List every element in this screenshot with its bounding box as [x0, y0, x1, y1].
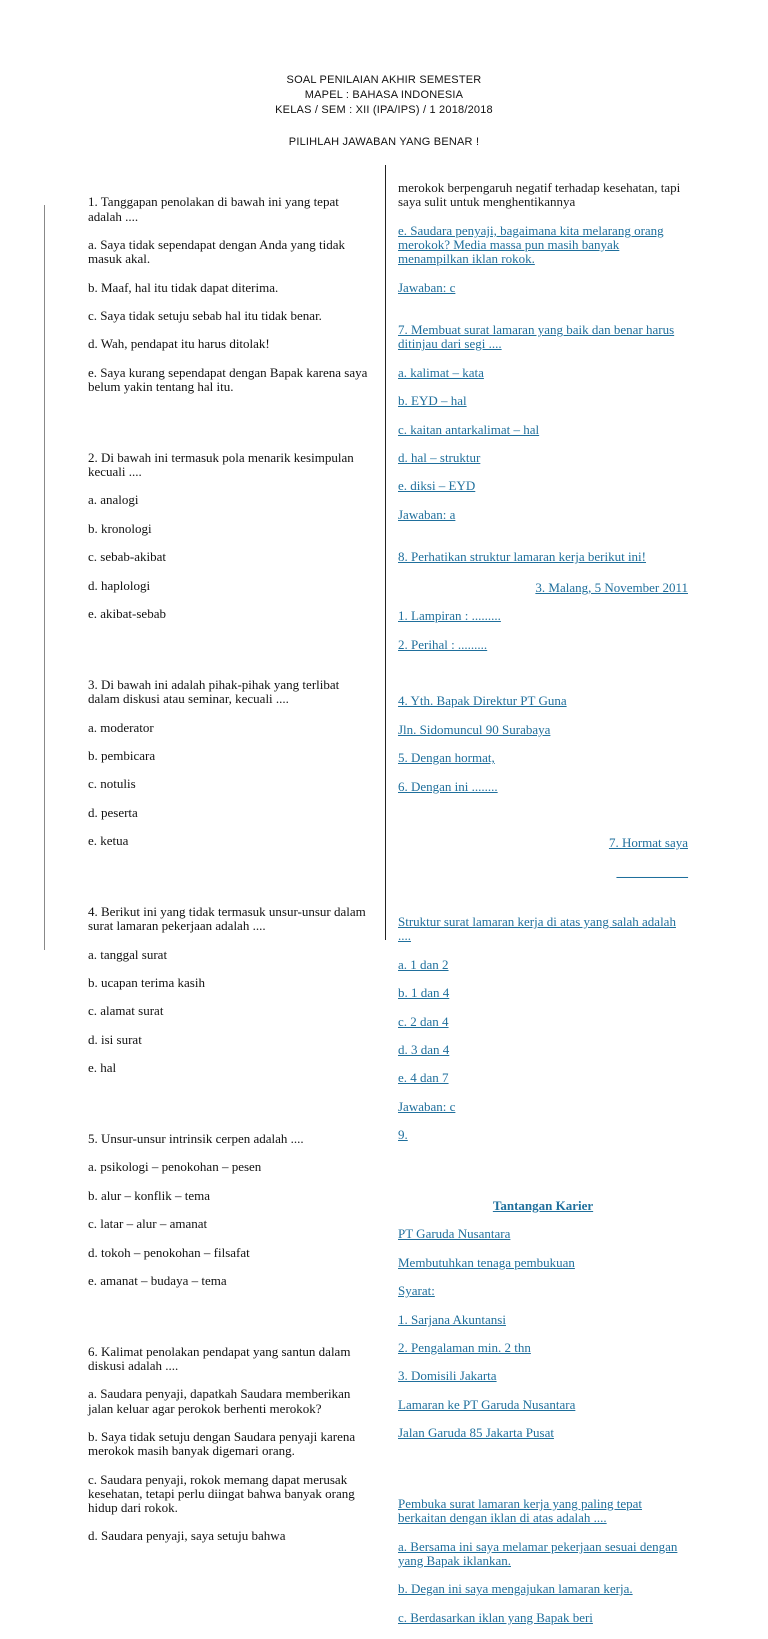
- option-c: c. Saudara penyaji, rokok memang dapat merusak kesehatan, tetapi perlu diingat bahwa banyak orang hidup dari rokok.: [88, 1471, 355, 1516]
- question-2: [88, 437, 373, 636]
- option-b: b. kronologi: [88, 520, 152, 536]
- letter-place-date[interactable]: 3. Malang, 5 November 2011: [535, 579, 688, 595]
- option-c[interactable]: c. kaitan antarkalimat – hal: [398, 421, 540, 437]
- option-d[interactable]: d. hal – struktur: [398, 450, 481, 466]
- spacer: [398, 1157, 688, 1171]
- option-a[interactable]: a. kalimat – kata: [398, 364, 484, 380]
- option-c: c. Saya tidak setuju sebab hal itu tidak benar.: [88, 308, 322, 324]
- option-c: c. latar – alur – amanat: [88, 1216, 208, 1232]
- option-c[interactable]: c. Berdasarkan iklan yang Bapak beri: [398, 1609, 593, 1625]
- option-d: d. Saudara penyaji, saya setuju bahwa: [88, 1528, 286, 1544]
- left-column: [88, 167, 373, 1586]
- question-stem: 1. Tanggapan penolakan di bawah ini yang tepat adalah ....: [88, 194, 339, 224]
- option-e[interactable]: e. 4 dan 7: [398, 1070, 449, 1086]
- letter-body[interactable]: 6. Dengan ini ........: [398, 778, 498, 794]
- q6-continuation: merokok berpengaruh negatif terhadap kesehatan, tapi saya sulit untuk menghentikannya: [398, 180, 681, 210]
- option-c: c. sebab-akibat: [88, 549, 166, 565]
- option-a: a. analogi: [88, 492, 139, 508]
- question-stem: 3. Di bawah ini adalah pihak-pihak yang terlibat dalam diskusi atau seminar, kecuali ....: [88, 676, 340, 707]
- option-e[interactable]: e. diksi – EYD: [398, 478, 476, 494]
- option-e: e. amanat – budaya – tema: [88, 1273, 227, 1289]
- letter-greeting[interactable]: 5. Dengan hormat,: [398, 750, 495, 766]
- option-a[interactable]: a. Bersama ini saya melamar pekerjaan sesuai dengan yang Bapak iklankan.: [398, 1538, 678, 1568]
- option-e: e. Saya kurang sependapat dengan Bapak karena saya belum yakin tentang hal itu.: [88, 364, 368, 395]
- option-b: b. Saya tidak setuju dengan Saudara penyaji karena merokok masih banyak digemari orang.: [88, 1429, 356, 1459]
- exam-instruction: PILIHLAH JAWABAN YANG BENAR !: [288, 136, 480, 148]
- question-9-stem[interactable]: Pembuka surat lamaran kerja yang paling tepat berkaitan dengan iklan di atas adalah ....: [398, 1496, 643, 1526]
- question-5: [88, 1118, 373, 1303]
- option-a: a. Saudara penyaji, dapatkah Saudara memberikan jalan keluar agar perokok berhenti merokok?: [88, 1386, 351, 1416]
- option-a[interactable]: a. 1 dan 2: [398, 956, 449, 972]
- ad-send-to[interactable]: Lamaran ke PT Garuda Nusantara: [398, 1396, 576, 1412]
- option-c: c. alamat surat: [88, 1003, 164, 1019]
- option-d: d. peserta: [88, 804, 138, 820]
- option-d: d. isi surat: [88, 1031, 142, 1047]
- option-b: b. alur – konflik – tema: [88, 1187, 211, 1203]
- question-6: [88, 1331, 373, 1558]
- answer-q7[interactable]: Jawaban: a: [398, 506, 456, 522]
- option-b: b. pembicara: [88, 747, 156, 763]
- letter-lampiran[interactable]: 1. Lampiran : .........: [398, 608, 501, 624]
- ad-title[interactable]: Tantangan Karier: [492, 1198, 594, 1214]
- option-d: d. haplologi: [88, 577, 151, 593]
- option-a: a. moderator: [88, 719, 154, 735]
- ad-need[interactable]: Membutuhkan tenaga pembukuan: [398, 1254, 575, 1270]
- option-c: c. notulis: [88, 776, 136, 792]
- option-b[interactable]: b. 1 dan 4: [398, 985, 450, 1001]
- question-8-question[interactable]: Struktur surat lamaran kerja di atas yang salah adalah ....: [398, 914, 676, 944]
- answer-q6[interactable]: Jawaban: c: [398, 279, 456, 295]
- option-e: e. hal: [88, 1060, 117, 1076]
- question-3: [88, 664, 373, 863]
- letter-closing[interactable]: 7. Hormat saya: [608, 835, 688, 851]
- option-d: d. tokoh – penokohan – filsafat: [88, 1244, 250, 1260]
- question-4: [88, 891, 373, 1090]
- spacer: [398, 1455, 688, 1469]
- option-b[interactable]: b. EYD – hal: [398, 393, 467, 409]
- spacer: [398, 666, 688, 680]
- right-column: [398, 167, 688, 1639]
- ad-company[interactable]: PT Garuda Nusantara: [398, 1226, 511, 1242]
- option-b[interactable]: b. Degan ini saya mengajukan lamaran kerja.: [398, 1581, 633, 1597]
- option-b: b. ucapan terima kasih: [88, 974, 205, 990]
- question-stem: 4. Berikut ini yang tidak termasuk unsur-unsur dalam surat lamaran pekerjaan adalah ....: [88, 903, 366, 934]
- question-8-stem[interactable]: 8. Perhatikan struktur lamaran kerja berikut ini!: [398, 549, 647, 565]
- ad-requirements[interactable]: Syarat:: [398, 1283, 435, 1299]
- column-divider: [385, 165, 386, 940]
- question-stem: 6. Kalimat penolakan pendapat yang santun dalam diskusi adalah ....: [88, 1343, 351, 1374]
- ad-requirement-3[interactable]: 3. Domisili Jakarta: [398, 1368, 497, 1384]
- ad-requirement-1[interactable]: 1. Sarjana Akuntansi: [398, 1311, 506, 1327]
- question-1: [88, 181, 373, 408]
- letter-signature[interactable]: ___________: [616, 863, 688, 879]
- option-e[interactable]: e. Saudara penyaji, bagaimana kita melarang orang merokok? Media massa pun masih banyak menampilkan iklan rokok.: [398, 222, 664, 267]
- option-a: a. tanggal surat: [88, 946, 168, 962]
- option-d[interactable]: d. 3 dan 4: [398, 1041, 450, 1057]
- question-stem: 5. Unsur-unsur intrinsik cerpen adalah ....: [88, 1131, 304, 1146]
- option-e: e. akibat-sebab: [88, 606, 166, 622]
- margin-line: [44, 205, 45, 950]
- spacer: [398, 893, 688, 901]
- letter-perihal[interactable]: 2. Perihal : .........: [398, 636, 488, 652]
- exam-title: SOAL PENILAIAN AKHIR SEMESTER: [286, 74, 482, 86]
- answer-q8[interactable]: Jawaban: c: [398, 1098, 456, 1114]
- option-b: b. Maaf, hal itu tidak dapat diterima.: [88, 279, 279, 295]
- letter-recipient[interactable]: 4. Yth. Bapak Direktur PT Guna: [398, 693, 567, 709]
- question-stem: 2. Di bawah ini termasuk pola menarik kesimpulan kecuali ....: [88, 449, 354, 480]
- option-a: a. Saya tidak sependapat dengan Anda yang tidak masuk akal.: [88, 237, 346, 267]
- question-7-stem[interactable]: 7. Membuat surat lamaran yang baik dan benar harus ditinjau dari segi ....: [398, 322, 675, 352]
- spacer: [398, 808, 688, 822]
- exam-subject: MAPEL : BAHASA INDONESIA: [304, 89, 464, 101]
- option-e: e. ketua: [88, 833, 129, 849]
- option-d: d. Wah, pendapat itu harus ditolak!: [88, 336, 270, 352]
- ad-address[interactable]: Jalan Garuda 85 Jakarta Pusat: [398, 1425, 554, 1441]
- option-c[interactable]: c. 2 dan 4: [398, 1013, 449, 1029]
- option-a: a. psikologi – penokohan – pesen: [88, 1159, 262, 1175]
- letter-address[interactable]: Jln. Sidomuncul 90 Surabaya: [398, 721, 551, 737]
- question-9-number[interactable]: 9.: [398, 1127, 408, 1143]
- ad-requirement-2[interactable]: 2. Pengalaman min. 2 thn: [398, 1340, 531, 1356]
- exam-class: KELAS / SEM : XII (IPA/IPS) / 1 2018/2018: [275, 104, 493, 116]
